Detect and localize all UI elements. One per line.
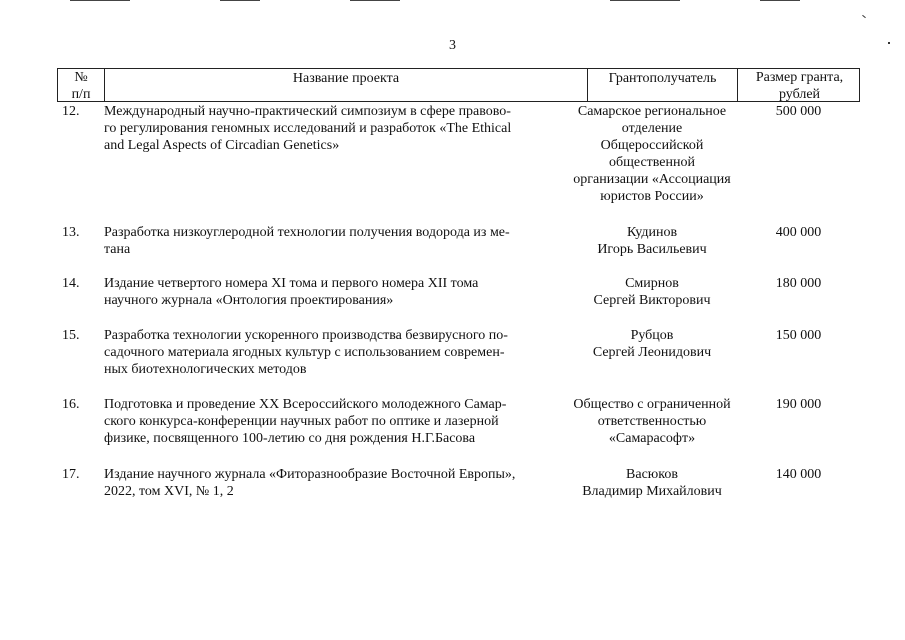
grant-amount: 190 000 xyxy=(775,397,822,412)
table-header xyxy=(57,68,860,102)
recipient xyxy=(557,466,747,500)
recipient-line: Рубцов xyxy=(630,328,674,343)
recipient-line: «Самарасофт» xyxy=(608,431,696,446)
project-name xyxy=(104,275,554,309)
project-name-line: Международный научно-практический симпозиум в сфере правово- xyxy=(104,104,511,119)
row-number: 17. xyxy=(62,467,80,482)
row-number: 12. xyxy=(62,104,80,119)
scan-speck xyxy=(862,15,866,18)
recipient xyxy=(557,224,747,258)
grant-amount: 140 000 xyxy=(775,467,822,482)
row-number: 15. xyxy=(62,328,80,343)
scan-edge-mark xyxy=(220,0,260,1)
recipient-line: общественной xyxy=(608,155,696,170)
project-name-line: научного журнала «Онтология проектирования» xyxy=(104,293,394,308)
recipient-line: Самарское региональное xyxy=(577,104,727,119)
recipient xyxy=(557,327,747,361)
header-number-line2: п/п xyxy=(71,87,91,102)
header-recipient xyxy=(588,69,738,101)
recipient-line: Сергей Леонидович xyxy=(592,345,712,360)
project-name-line: Издание четвертого номера XI тома и первого номера XII тома xyxy=(104,276,479,291)
project-name-line: Разработка технологии ускоренного производства безвирусного по- xyxy=(104,328,508,343)
project-name-line: садочного материала ягодных культур с использованием современ- xyxy=(104,345,505,360)
project-name xyxy=(104,327,554,378)
header-number xyxy=(58,69,105,101)
row-number: 16. xyxy=(62,397,80,412)
scan-edge-mark xyxy=(760,0,800,1)
recipient-line: Кудинов xyxy=(626,225,678,240)
project-name xyxy=(104,396,554,447)
row-number: 14. xyxy=(62,276,80,291)
project-name xyxy=(104,466,554,500)
recipient-line: отделение xyxy=(621,121,683,136)
header-project-name xyxy=(105,69,588,101)
grant-amount: 150 000 xyxy=(775,328,822,343)
header-amount-line1: Размер гранта, xyxy=(755,70,844,85)
header-recipient-text: Грантополучатель xyxy=(608,71,717,86)
scan-edge-mark xyxy=(610,0,680,1)
project-name xyxy=(104,103,554,154)
scan-edge-mark xyxy=(350,0,400,1)
header-amount xyxy=(738,69,861,101)
project-name-line: тана xyxy=(104,242,131,257)
project-name-line: Разработка низкоуглеродной технологии получения водорода из ме- xyxy=(104,225,510,240)
project-name-line: and Legal Aspects of Circadian Genetics» xyxy=(104,138,340,153)
recipient-line: организации «Ассоциация xyxy=(573,172,731,187)
grant-amount: 180 000 xyxy=(775,276,822,291)
project-name-line: ского конкурса-конференции научных работ по оптике и лазерной xyxy=(104,414,499,429)
header-project-name-text: Название проекта xyxy=(292,71,400,86)
page-number: 3 xyxy=(449,38,456,53)
grant-amount: 500 000 xyxy=(775,104,822,119)
recipient xyxy=(557,275,747,309)
recipient-line: Владимир Михайлович xyxy=(582,484,722,499)
project-name xyxy=(104,224,554,258)
project-name-line: Издание научного журнала «Фиторазнообразие Восточной Европы», xyxy=(104,467,516,482)
recipient-line: ответственностью xyxy=(597,414,707,429)
scan-edge-mark xyxy=(70,0,130,1)
project-name-line: физике, посвященного 100-летию со дня рождения Н.Г.Басова xyxy=(104,431,476,446)
project-name-line: го регулирования геномных исследований и разработок «The Ethical xyxy=(104,121,512,136)
recipient-line: Общероссийской xyxy=(600,138,704,153)
recipient-line: юристов России» xyxy=(600,189,704,204)
header-number-line1: № xyxy=(74,70,88,85)
header-amount-line2: рублей xyxy=(778,87,821,102)
project-name-line: ных биотехнологических методов xyxy=(104,362,307,377)
recipient-line: Смирнов xyxy=(625,276,679,291)
project-name-line: Подготовка и проведение XX Всероссийского молодежного Самар- xyxy=(104,397,507,412)
recipient-line: Сергей Викторович xyxy=(593,293,711,308)
recipient-line: Васюков xyxy=(626,467,678,482)
grant-amount: 400 000 xyxy=(775,225,822,240)
recipient xyxy=(557,396,747,447)
recipient xyxy=(557,103,747,205)
recipient-line: Игорь Васильевич xyxy=(597,242,707,257)
recipient-line: Общество с ограниченной xyxy=(573,397,731,412)
row-number: 13. xyxy=(62,225,80,240)
grant-table xyxy=(57,68,860,499)
project-name-line: 2022, том XVI, № 1, 2 xyxy=(104,484,234,499)
